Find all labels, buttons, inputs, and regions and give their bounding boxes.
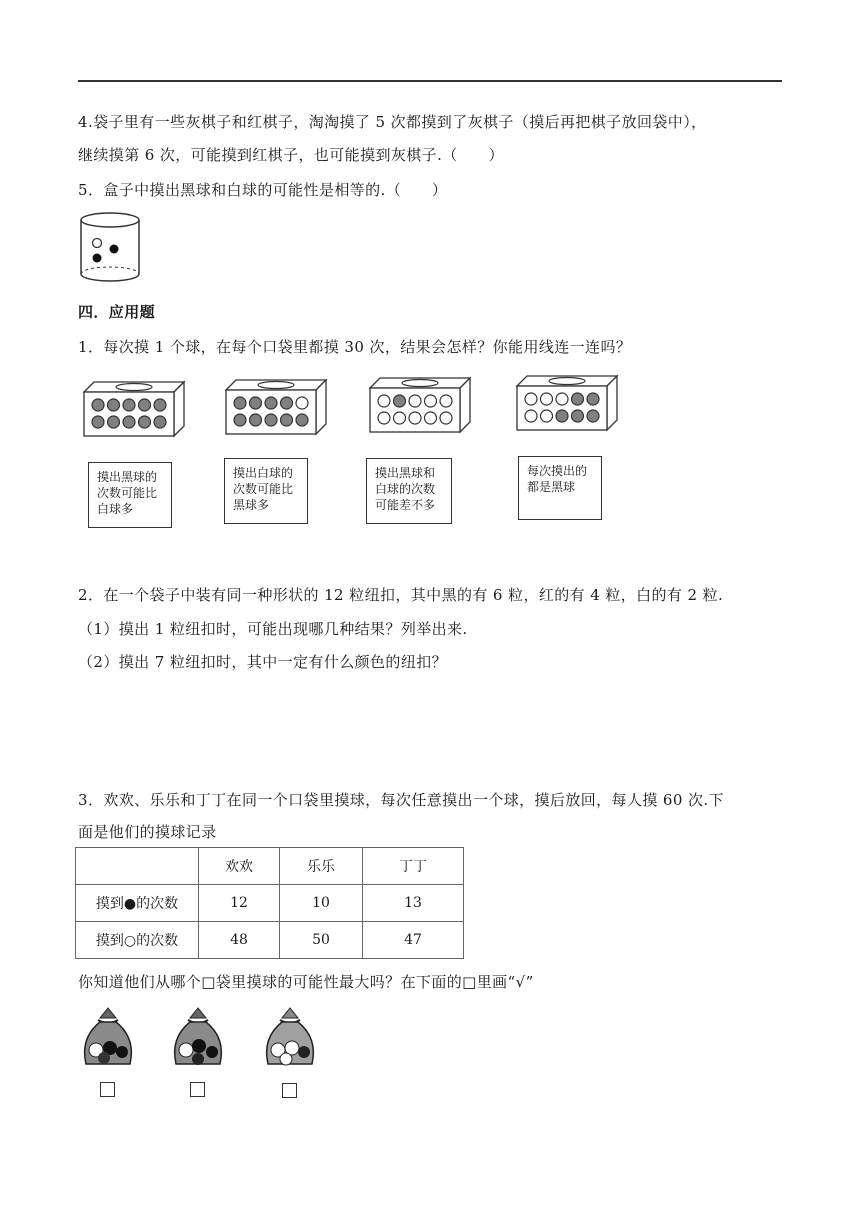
gray-ball-icon xyxy=(108,399,120,411)
outcome-card-1 xyxy=(88,462,172,528)
outcome-card-2 xyxy=(224,458,308,524)
ball-boxes-row xyxy=(0,370,860,440)
card-text: 可能差不多 xyxy=(375,498,436,512)
section-title: 四．应用题 xyxy=(78,303,156,321)
gray-ball-icon xyxy=(281,397,293,409)
table-row-label: 摸到○的次数 xyxy=(76,922,199,959)
gray-ball-icon xyxy=(123,416,135,428)
gray-ball-icon xyxy=(108,416,120,428)
q4-line2: 继续摸第 6 次，可能摸到红棋子，也可能摸到灰棋子.（ ） xyxy=(78,146,504,164)
table-header-row xyxy=(76,848,464,885)
table-row xyxy=(76,885,464,922)
card-text: 摸出黑球和 xyxy=(375,466,436,480)
card-text: 黑球多 xyxy=(233,498,270,512)
answer-checkbox-3[interactable] xyxy=(282,1083,297,1098)
app2-sub2: （2）摸出 7 粒纽扣时，其中一定有什么颜色的纽扣？ xyxy=(78,653,448,671)
ball-bag-icon xyxy=(168,1004,228,1070)
app2-sub1: （1）摸出 1 粒纽扣时，可能出现哪几种结果？列举出来. xyxy=(78,620,468,638)
gray-ball-icon xyxy=(556,410,568,422)
white-ball-icon xyxy=(440,412,452,424)
gray-ball-icon xyxy=(234,414,246,426)
gray-ball-icon xyxy=(281,414,293,426)
gray-ball-icon xyxy=(265,414,277,426)
white-ball-icon xyxy=(378,395,390,407)
app3-line1: 3．欢欢、乐乐和丁丁在同一个口袋里摸球，每次任意摸出一个球，摸后放回，每人摸 60 次.下 xyxy=(78,791,724,809)
table-cell: 50 xyxy=(280,922,363,959)
record-table xyxy=(75,847,464,959)
ball-box-3 xyxy=(370,378,470,432)
white-ball-icon xyxy=(394,412,406,424)
table-cell: 12 xyxy=(199,885,280,922)
gray-ball-icon xyxy=(296,414,308,426)
q5-line1: 5．盒子中摸出黑球和白球的可能性是相等的.（ ） xyxy=(78,181,448,199)
table-header-cell: 乐乐 xyxy=(280,848,363,885)
table-cell: 48 xyxy=(199,922,280,959)
ball-box-4 xyxy=(517,376,617,430)
gray-ball-icon xyxy=(265,397,277,409)
gray-ball-icon xyxy=(139,416,151,428)
table-header-cell: 丁丁 xyxy=(363,848,464,885)
cylinder-box-illustration xyxy=(78,210,142,286)
card-text: 摸出白球的 xyxy=(233,466,294,480)
table-row-label: 摸到●的次数 xyxy=(76,885,199,922)
table-cell: 47 xyxy=(363,922,464,959)
outcome-card-4 xyxy=(518,456,602,520)
white-ball-icon xyxy=(93,239,102,248)
white-ball-icon xyxy=(378,412,390,424)
gray-ball-icon xyxy=(250,414,262,426)
white-ball-icon xyxy=(425,412,437,424)
gray-ball-icon xyxy=(250,397,262,409)
card-text: 白球的次数 xyxy=(375,482,436,496)
white-ball-icon xyxy=(556,393,568,405)
outcome-card-3 xyxy=(366,458,452,524)
gray-ball-icon xyxy=(587,410,599,422)
gray-ball-icon xyxy=(123,399,135,411)
table-header-cell xyxy=(76,848,199,885)
card-text: 都是黑球 xyxy=(527,480,576,494)
table-header-cell: 欢欢 xyxy=(199,848,280,885)
gray-ball-icon xyxy=(587,393,599,405)
app3-line2: 面是他们的摸球记录 xyxy=(78,823,217,841)
header-rule xyxy=(78,80,782,82)
gray-ball-icon xyxy=(572,393,584,405)
table-row xyxy=(76,922,464,959)
white-ball-icon xyxy=(541,393,553,405)
gray-ball-icon xyxy=(92,416,104,428)
gray-ball-icon xyxy=(234,397,246,409)
gray-ball-icon xyxy=(92,399,104,411)
white-ball-icon xyxy=(409,395,421,407)
ball-box-2 xyxy=(226,380,326,434)
gray-ball-icon xyxy=(572,410,584,422)
answer-checkbox-1[interactable] xyxy=(100,1082,115,1097)
answer-checkbox-2[interactable] xyxy=(190,1082,205,1097)
app2-question: 2．在一个袋子中装有同一种形状的 12 粒纽扣，其中黑的有 6 粒，红的有 4 粒，白的有 2 粒. xyxy=(78,586,724,604)
card-text: 次数可能比 xyxy=(97,486,158,500)
white-ball-icon xyxy=(425,395,437,407)
card-text: 次数可能比 xyxy=(233,482,294,496)
gray-ball-icon xyxy=(154,416,166,428)
white-ball-icon xyxy=(525,410,537,422)
white-ball-icon xyxy=(440,395,452,407)
white-ball-icon xyxy=(296,397,308,409)
ball-bag-icon xyxy=(260,1004,320,1070)
white-ball-icon xyxy=(409,412,421,424)
app3-followup: 你知道他们从哪个□袋里摸球的可能性最大吗？在下面的□里画“√” xyxy=(78,973,534,991)
app1-question: 1．每次摸 1 个球，在每个口袋里都摸 30 次，结果会怎样？你能用线连一连吗？ xyxy=(78,338,632,356)
ball-bag-icon xyxy=(78,1004,138,1070)
card-text: 每次摸出的 xyxy=(527,464,588,478)
white-ball-icon xyxy=(541,410,553,422)
white-ball-icon xyxy=(525,393,537,405)
card-text: 白球多 xyxy=(97,502,134,516)
q4-line1: 4.袋子里有一些灰棋子和红棋子，淘淘摸了 5 次都摸到了灰棋子（摸后再把棋子放回袋中）， xyxy=(78,113,707,131)
card-text: 摸出黑球的 xyxy=(97,470,158,484)
table-cell: 10 xyxy=(280,885,363,922)
black-ball-icon xyxy=(110,245,119,254)
gray-ball-icon xyxy=(154,399,166,411)
table-cell: 13 xyxy=(363,885,464,922)
gray-ball-icon xyxy=(139,399,151,411)
black-ball-icon xyxy=(93,254,102,263)
ball-box-1 xyxy=(84,382,184,436)
gray-ball-icon xyxy=(394,395,406,407)
